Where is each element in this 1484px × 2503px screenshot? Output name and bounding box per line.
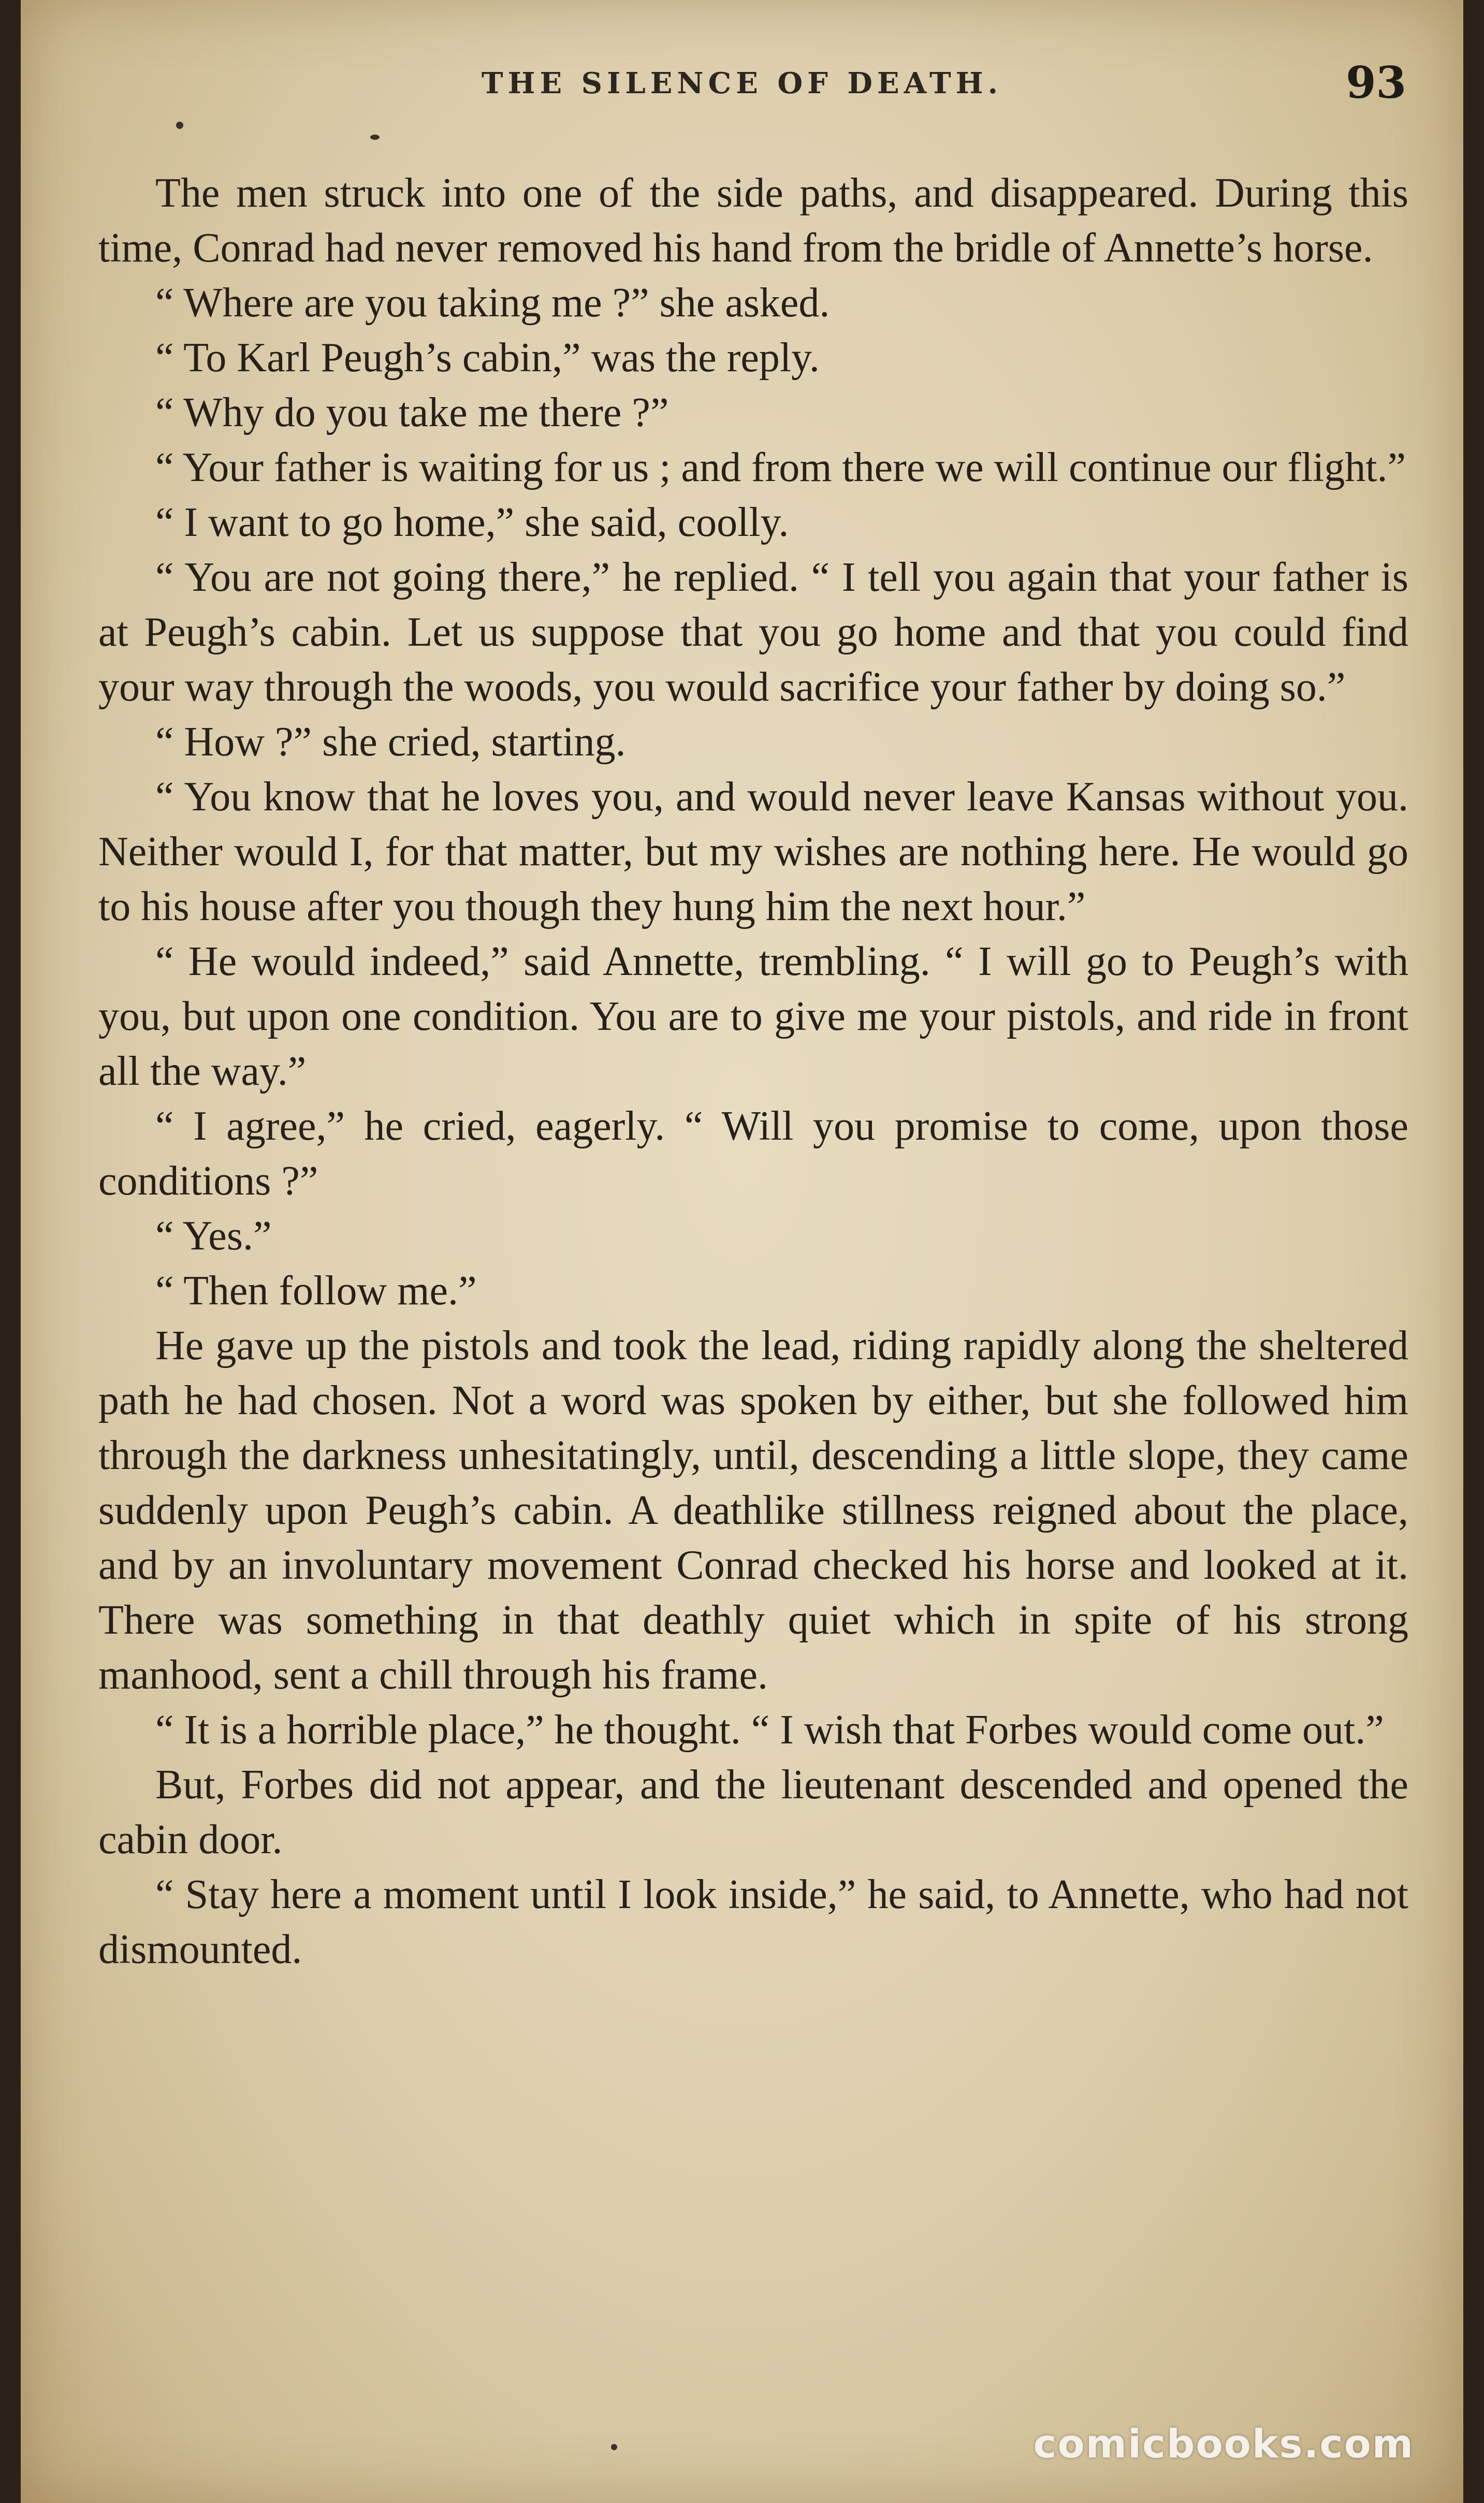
book-page [21, 0, 1463, 2503]
ink-speck [611, 2444, 617, 2450]
running-title: THE SILENCE OF DEATH. [481, 66, 1003, 100]
paragraph: “ To Karl Peugh’s cabin,” was the reply. [155, 335, 820, 381]
page-number: 93 [1346, 57, 1406, 108]
watermark-text: comicbooks.com [1033, 2421, 1414, 2467]
paragraph: “ You know that he loves you, and would never leave Kansas without you. Neither would I, for that matter, but my wishes are nothing here. He would go to his house after you though they hung him the next hour.” [98, 774, 1408, 929]
paragraph: But, Forbes did not appear, and the lieutenant descended and opened the cabin door. [98, 1762, 1408, 1862]
paragraph: “ Why do you take me there ?” [155, 390, 669, 435]
body-text [98, 166, 1408, 1977]
paragraph: “ Where are you taking me ?” she asked. [155, 280, 830, 326]
paragraph: “ He would indeed,” said Annette, trembling. “ I will go to Peugh’s with you, but upon one condition. You are to give me your pistols, and ride in front all the way.” [98, 939, 1408, 1094]
paragraph: “ Then follow me.” [155, 1268, 477, 1314]
paragraph: “ It is a horrible place,” he thought. “ I wish that Forbes would come out.” [155, 1707, 1384, 1753]
paragraph: “ You are not going there,” he replied. “ I tell you again that your father is at Peugh’s cabin. Let us suppose that you go home and that you could find your way through the woods, you would sacrifice your father by doing so.” [98, 555, 1408, 710]
ink-speck [370, 135, 380, 140]
paragraph: The men struck into one of the side paths, and disappeared. During this time, Conrad had never removed his hand from the bridle of Annette’s horse. [98, 170, 1408, 271]
page-header [21, 57, 1463, 114]
ink-speck [176, 122, 183, 129]
paragraph: “ Stay here a moment until I look inside,” he said, to Annette, who had not dismounted. [98, 1872, 1408, 1972]
paragraph: “ Yes.” [155, 1213, 272, 1259]
paragraph: “ I agree,” he cried, eagerly. “ Will you promise to come, upon those conditions ?” [98, 1103, 1408, 1204]
paragraph: He gave up the pistols and took the lead, riding rapidly along the sheltered path he had chosen. Not a word was spoken by either, but she followed him through the darkness unhesitatingly, until, descending a little slope, they came suddenly upon Peugh’s cabin. A deathlike stillness reigned about the place, and by an involuntary movement Conrad checked his horse and looked at it. There was something in that deathly quiet which in spite of his strong manhood, sent a chill through his frame. [98, 1323, 1408, 1698]
paragraph: “ How ?” she cried, starting. [155, 719, 626, 765]
paragraph: “ I want to go home,” she said, coolly. [155, 500, 789, 545]
paragraph: “ Your father is waiting for us ; and from there we will continue our flight.” [155, 445, 1406, 490]
